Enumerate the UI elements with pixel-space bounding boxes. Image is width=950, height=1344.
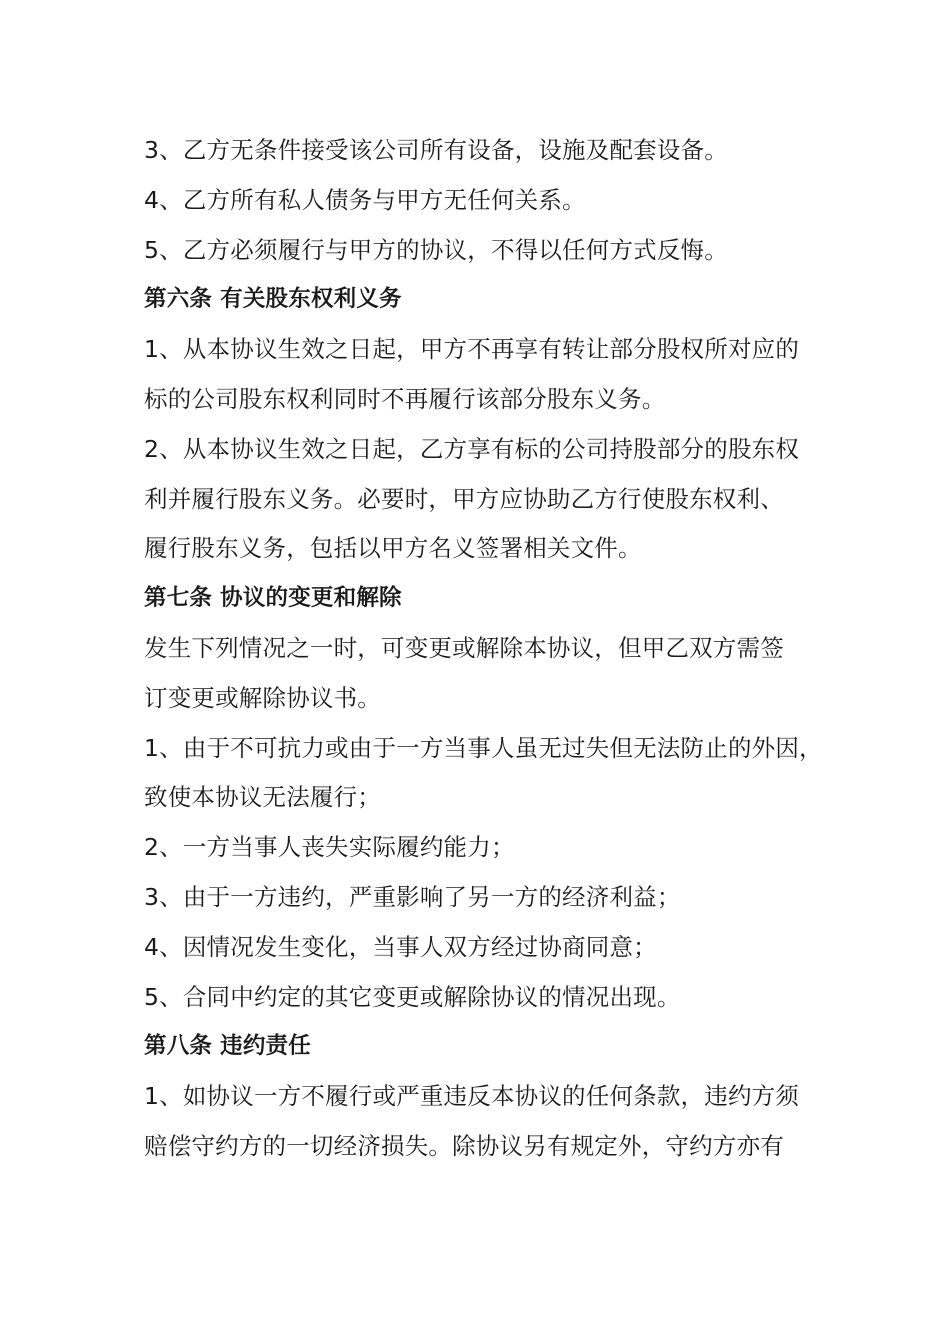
article-6-item-2-line-2: 利并履行股东义务。必要时，甲方应协助乙方行使股东权利、 [144, 484, 784, 513]
document-body [144, 126, 844, 1172]
article-6-item-2-line-3: 履行股东义务，包括以甲方名义签署相关文件。 [144, 534, 642, 563]
article-6-item-1-line-2: 标的公司股东权利同时不再履行该部分股东义务。 [144, 384, 666, 413]
article-6-item-1-line-1: 1、从本协议生效之日起，甲方不再享有转让部分股权所对应的 [144, 335, 800, 364]
article-8-item-1-line-2: 赔偿守约方的一切经济损失。除协议另有规定外，守约方亦有 [144, 1131, 784, 1160]
clause-item-5: 5、乙方必须履行与甲方的协议，不得以任何方式反悔。 [144, 235, 728, 264]
article-7-intro-line-1: 发生下列情况之一时，可变更或解除本协议，但甲乙双方需签 [144, 633, 784, 662]
article-7-heading: 第七条 协议的变更和解除 [144, 585, 402, 612]
article-7-item-3: 3、由于一方违约，严重影响了另一方的经济利益； [144, 882, 681, 911]
article-6-heading: 第六条 有关股东权利义务 [144, 286, 402, 313]
article-7-intro-line-2: 订变更或解除协议书。 [144, 683, 381, 712]
article-6-item-2-line-1: 2、从本协议生效之日起，乙方享有标的公司持股部分的股东权 [144, 434, 800, 463]
clause-item-3: 3、乙方无条件接受该公司所有设备，设施及配套设备。 [144, 136, 728, 164]
article-7-item-4: 4、因情况发生变化，当事人双方经过协商同意； [144, 932, 657, 961]
article-8-item-1-line-1: 1、如协议一方不履行或严重违反本协议的任何条款，违约方须 [144, 1082, 800, 1111]
article-7-item-1-line-2: 致使本协议无法履行； [144, 783, 381, 812]
article-7-item-1-line-1: 1、由于不可抗力或由于一方当事人虽无过失但无法防止的外因， [144, 733, 823, 762]
article-7-item-2: 2、一方当事人丧失实际履约能力； [144, 833, 515, 862]
clause-item-4: 4、乙方所有私人债务与甲方无任何关系。 [144, 185, 586, 214]
article-8-heading: 第八条 违约责任 [144, 1033, 311, 1060]
article-7-item-5: 5、合同中约定的其它变更或解除协议的情况出现。 [144, 982, 681, 1011]
